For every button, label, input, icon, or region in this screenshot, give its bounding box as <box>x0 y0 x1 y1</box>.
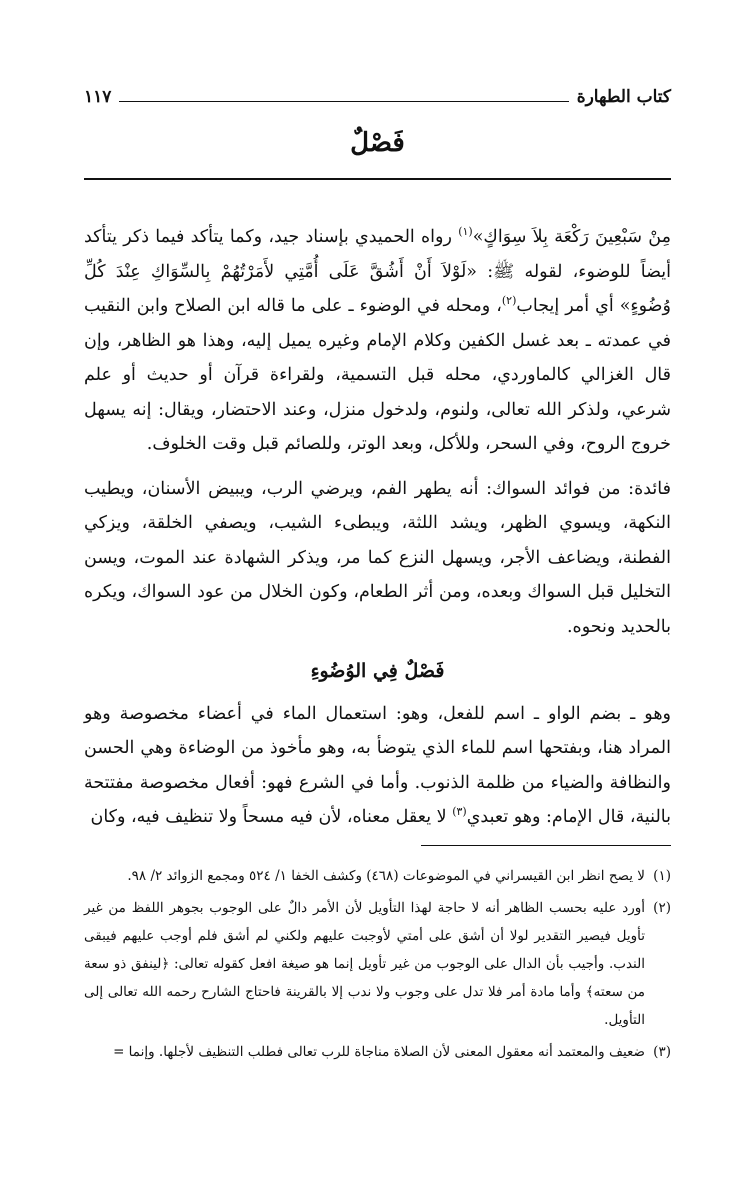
quote-text: مِنْ سَبْعِينَ رَكْعَة بِلاَ سِوَاكٍ» <box>472 227 671 247</box>
paragraph-2: فائدة: من فوائد السواك: أنه يطهر الفم، ويرضي الرب، ويبيض الأسنان، ويطيب النكهة، ويسوي الظهر، ويشد اللثة، ويبطىء الشيب، ويصفي الخلقة، ويزكي الفطنة، ويضاعف الأجر، ويسهل النزع كما مر، ويذكر الشهادة عند الموت، ويسن التخليل قبل السواك وبعده، ومن أثر الطعام، وكون الخلال من عود السواك، ويكره بالحديد ونحوه. <box>84 478 671 637</box>
footnote-number: (٣) <box>653 1044 671 1060</box>
paragraph-1 <box>84 220 671 462</box>
footnote-ref-2: (٢) <box>501 294 517 308</box>
page-number: ١١٧ <box>84 87 112 107</box>
main-text <box>84 220 671 835</box>
footnotes <box>84 862 671 1070</box>
footnote-text: أورد عليه بحسب الظاهر أنه لا حاجة لهذا التأويل لأن الأمر دالٌ على الوجوب بجوهر اللفظ من غير تأويل فيصير التقدير لولا أن أشق على أمتي لأوجبت عليهم ولكني لم أشق فلم أوجب عليهم فيبقى الندب. وأجيب بأن الدال على الوجوب من غير تأويل إنما هو صيغة افعل كقوله تعالى: ﴿لينفق ذو سعة من سعته﴾ وأما مادة أمر فلا تدل على وجوب ولا ندب إلا بالقرينة فاحتاج الشارح رحمه الله تعالى إلى التأويل. <box>84 900 645 1028</box>
header-rule <box>119 101 568 102</box>
paragraph-1-text: رواه الحميدي بإسناد جيد، وكما يتأكد فيما ذكر يتأكد أيضاً للوضوء، لقوله ﷺ: «لَوْلاَ أَنْ أَشُقَّ عَلَى أُمَّتِي لأَمَرْتُهُمْ بِالسِّوَاكِ عِنْدَ كُلِّ وُضُوءٍ» أي أمر إيجاب <box>84 227 671 316</box>
section-divider <box>84 178 671 180</box>
paragraph-3 <box>84 697 671 835</box>
footnote-separator <box>421 845 671 846</box>
subsection-title: فَصْلٌ فِي الوُضُوءِ <box>310 660 445 682</box>
footnote-number: (٢) <box>653 900 671 916</box>
book-title: كتاب الطهارة <box>576 87 671 107</box>
paragraph-3-text: وهو ـ بضم الواو ـ اسم للفعل، وهو: استعمال الماء في أعضاء مخصوصة وهو المراد هنا، وبفتحها اسم للماء الذي يتوضأ به، وهو مأخوذ من الوضاءة وهي الحسن والنظافة والضياء من ظلمة الذنوب. وأما في الشرع فهو: أفعال مخصوصة مفتتحة بالنية، قال الإمام: وهو تعبدي <box>84 703 671 827</box>
footnote-text: ضعيف والمعتمد أنه معقول المعنى لأن الصلاة مناجاة للرب تعالى فطلب التنظيف لأجلها. وإنما = <box>113 1044 645 1060</box>
footnote-text: لا يصح انظر ابن القيسراني في الموضوعات (٤٦٨) وكشف الخفا ١/ ٥٢٤ ومجمع الزوائد ٢/ ٩٨. <box>127 868 645 884</box>
footnote-ref-1: (١) <box>458 225 473 239</box>
footnote-2 <box>84 894 671 1034</box>
footnote-3 <box>84 1038 671 1066</box>
footnote-1 <box>84 862 671 890</box>
section-title: فَصْلٌ <box>350 128 405 158</box>
footnote-ref-3: (٣) <box>452 805 467 819</box>
paragraph-3-continued: لا يعقل معناه، لأن فيه مسحاً ولا تنظيف فيه، وكان <box>90 807 453 827</box>
running-header <box>84 84 671 110</box>
footnote-number: (١) <box>653 868 671 884</box>
paragraph-1-continued: ، ومحله في الوضوء ـ على ما قاله ابن الصلاح وابن النقيب في عمدته ـ بعد غسل الكفين وكلام الإمام وغيره يميل إليه، وهذا هو الظاهر، وإن قال الغزالي كالماوردي، محله قبل التسمية، ولقراءة قرآن أو حديث أو علم شرعي، ولذكر الله تعالى، ولنوم، ولدخول منزل، وعند الاحتضار، ويقال: إنه يسهل خروج الروح، وفي السحر، وللأكل، وبعد الوتر، وللصائم قبل وقت الخلوف. <box>84 296 671 454</box>
